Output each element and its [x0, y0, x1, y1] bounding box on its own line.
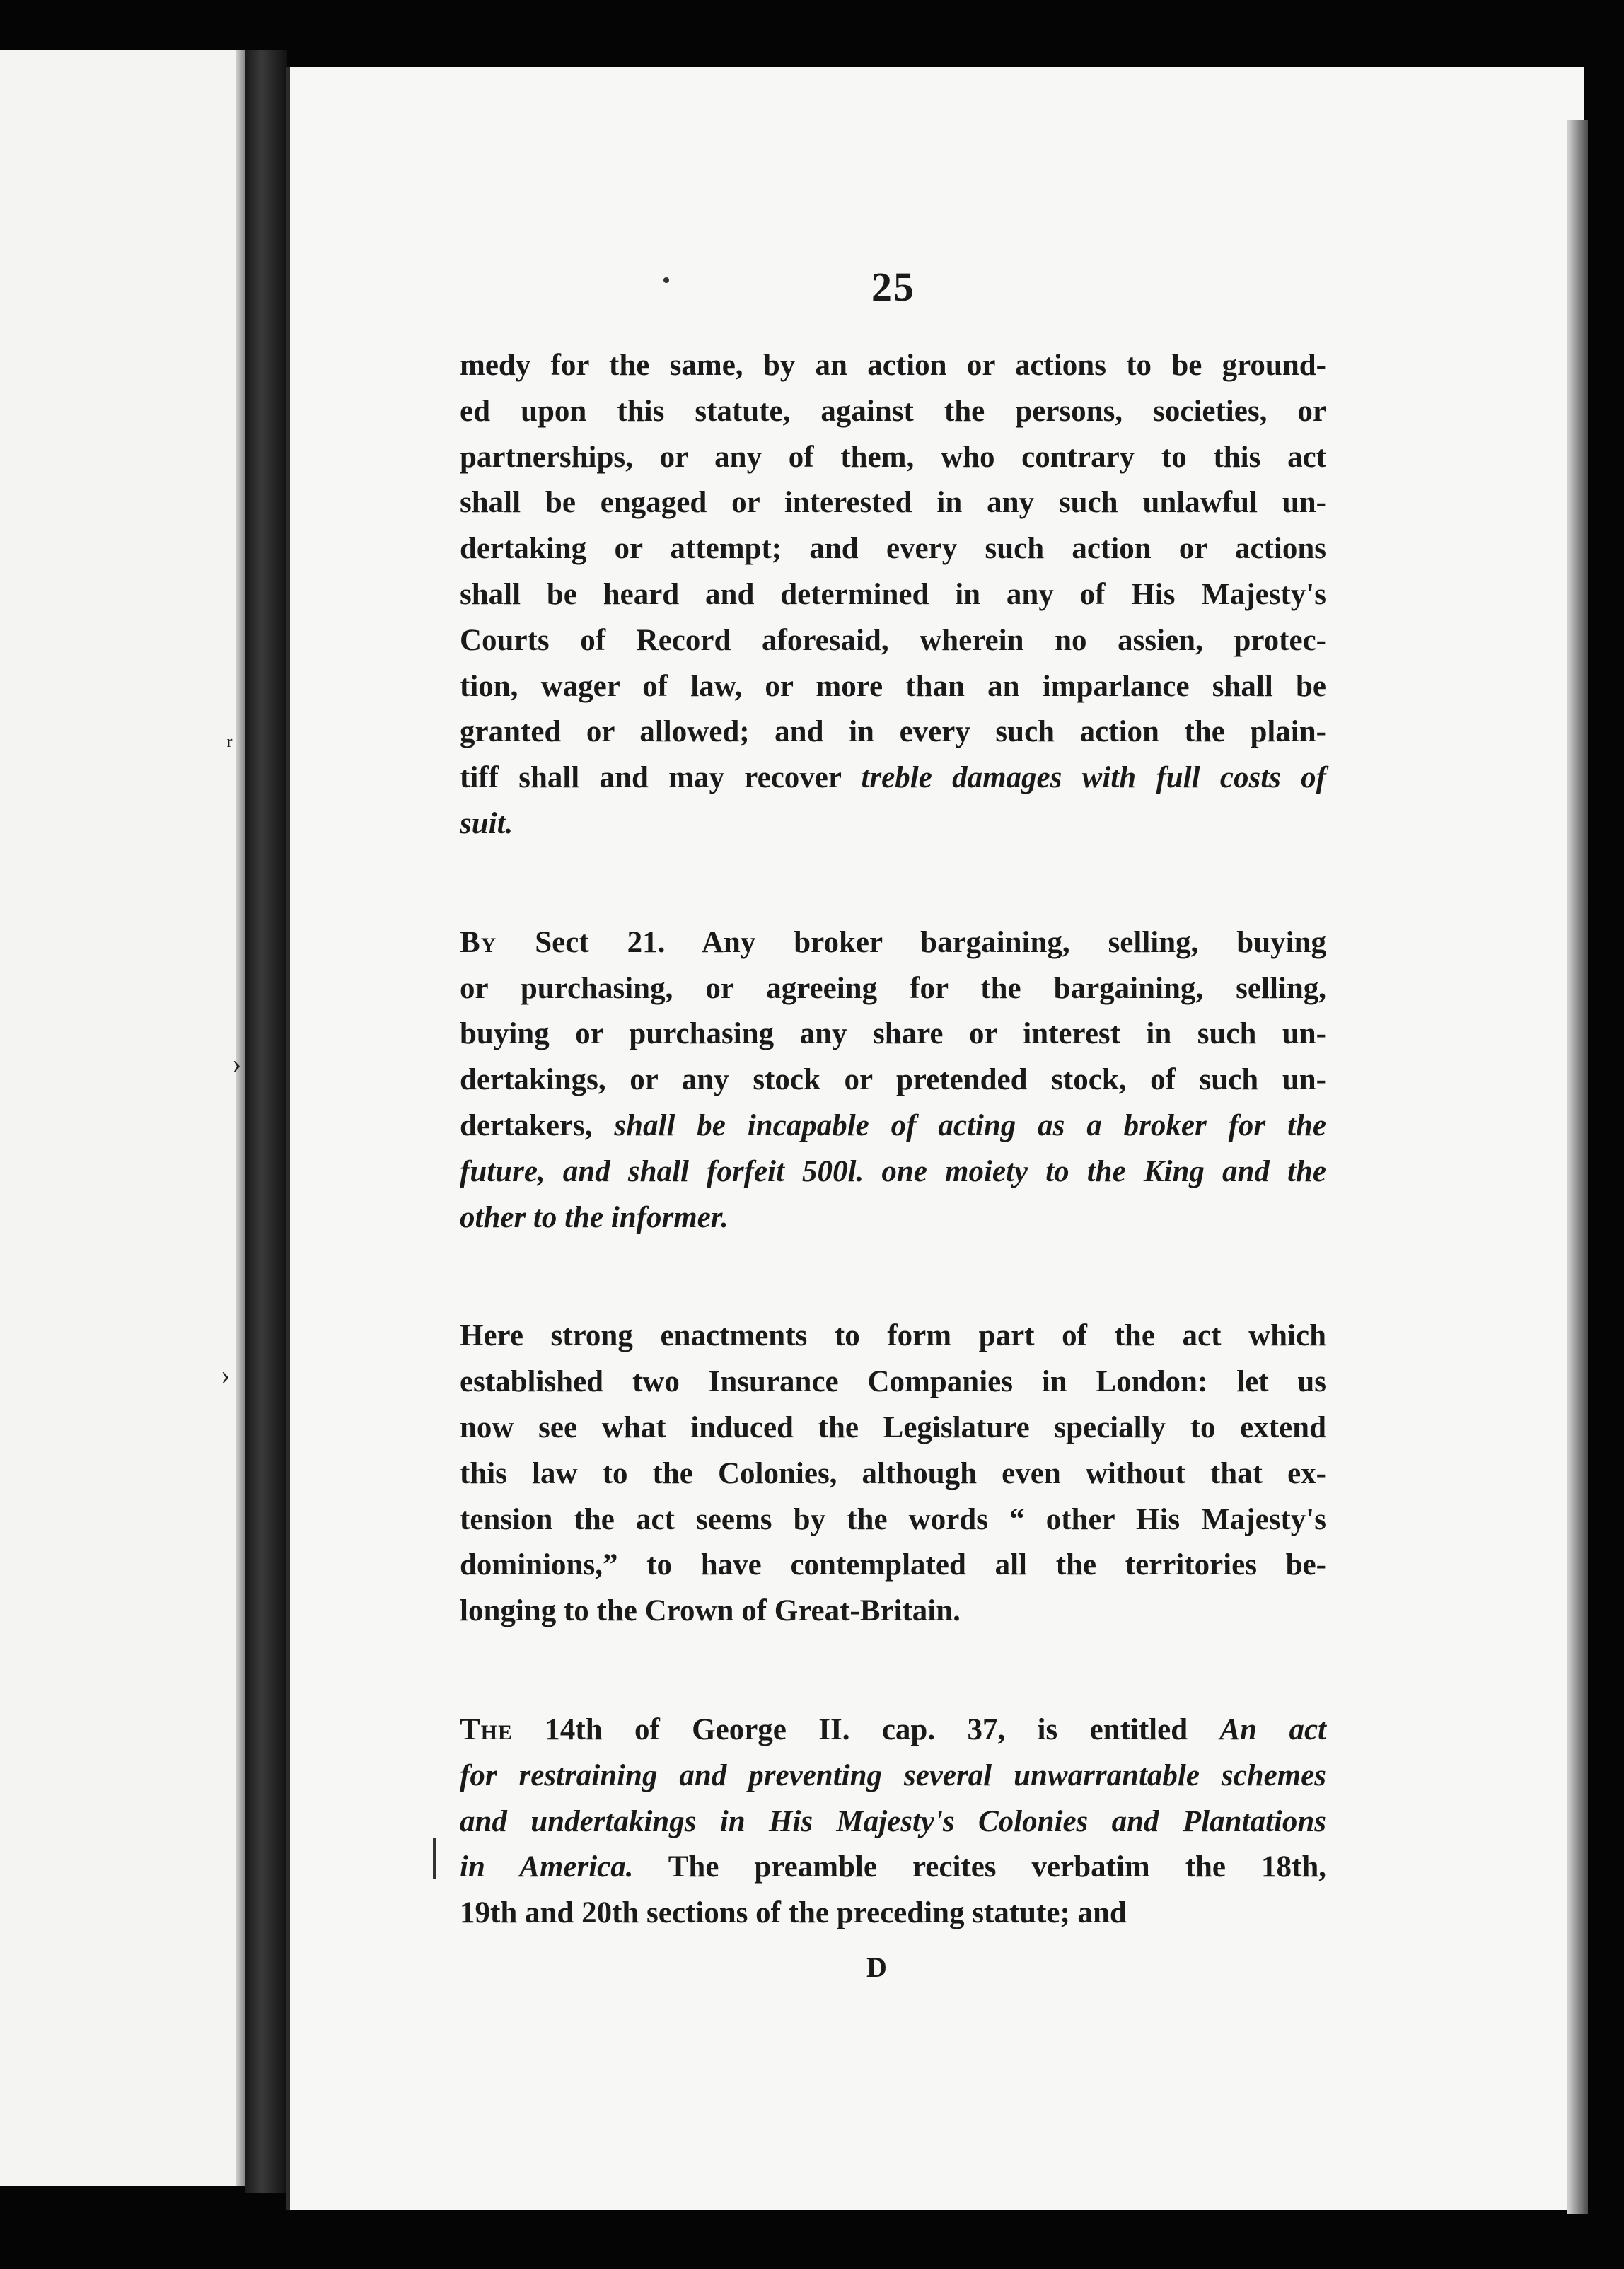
text-line — [460, 1195, 1326, 1241]
italic-run: suit. — [460, 806, 514, 840]
text-run: tension the act seems by the words “ other His Majesty's — [460, 1502, 1326, 1536]
ink-dot — [663, 277, 669, 283]
text-line — [460, 1753, 1326, 1799]
paragraph — [460, 343, 1326, 847]
text-run: partnerships, or any of them, who contrary to this act — [460, 440, 1326, 474]
italic-run: other to the informer. — [460, 1200, 729, 1234]
text-line — [460, 389, 1326, 435]
text-run: Here strong enactments to form part of the act which — [460, 1319, 1326, 1353]
text-line — [460, 1891, 1326, 1937]
text-line — [460, 664, 1326, 710]
left-page-edge — [236, 50, 245, 2186]
text-run: dertakings, or any stock or pretended stock, of such un- — [460, 1063, 1326, 1097]
text-line — [460, 1589, 1326, 1635]
text-line — [460, 755, 1326, 801]
text-line — [460, 1543, 1326, 1589]
text-line — [460, 1799, 1326, 1845]
margin-tick-mark: ʳ — [226, 729, 233, 761]
text-line — [460, 966, 1326, 1012]
text-run: granted or allowed; and in every such action the plain- — [460, 715, 1326, 749]
italic-run: shall be incapable of acting as a broker for the — [614, 1108, 1326, 1142]
page-number: 25 — [871, 264, 915, 310]
text-run: dertaking or attempt; and every such action or actions — [460, 532, 1326, 566]
text-run: shall be engaged or interested in any such unlawful un- — [460, 486, 1326, 520]
book-gutter — [245, 50, 287, 2193]
italic-run: and undertakings in His Majesty's Colonies and Plantations — [460, 1804, 1326, 1838]
text-run: buying or purchasing any share or interest in such un- — [460, 1017, 1326, 1051]
text-run: or purchasing, or agreeing for the bargaining, selling, — [460, 971, 1326, 1005]
paragraph — [460, 1313, 1326, 1635]
text-line — [460, 1011, 1326, 1057]
text-line — [460, 801, 1326, 847]
text-line — [460, 1405, 1326, 1451]
signature-mark: D — [866, 1951, 887, 1983]
text-line — [460, 1149, 1326, 1195]
text-run: dominions,” to have contemplated all the territories be- — [460, 1548, 1326, 1582]
paragraph — [460, 920, 1326, 1241]
text-run: this law to the Colonies, although even without that ex- — [460, 1456, 1326, 1490]
text-line — [460, 1313, 1326, 1359]
text-line — [460, 435, 1326, 481]
text-run: 19th and 20th sections of the preceding statute; and — [460, 1896, 1127, 1930]
text-line — [460, 480, 1326, 526]
paragraph — [460, 1707, 1326, 1937]
text-run: Courts of Record aforesaid, wherein no assien, protec- — [460, 623, 1326, 657]
text-line — [460, 920, 1326, 966]
text-run: ed upon this statute, against the persons, societies, or — [460, 394, 1326, 428]
text-run: Sect 21. Any broker bargaining, selling, buying — [497, 925, 1326, 959]
margin-tick-mark: › — [221, 1359, 231, 1391]
right-page-edge — [1567, 120, 1588, 2214]
text-run: established two Insurance Companies in London: let us — [460, 1365, 1326, 1399]
italic-run: future, and shall forfeit 500l. one moiety to the King and the — [460, 1154, 1326, 1188]
italic-run: in America. — [460, 1850, 634, 1884]
margin-tick-mark: › — [232, 1048, 242, 1079]
text-line — [460, 1359, 1326, 1405]
text-run: 14th of George II. cap. 37, is entitled — [513, 1712, 1220, 1746]
text-line — [460, 709, 1326, 755]
text-line — [460, 1103, 1326, 1149]
text-line — [460, 526, 1326, 572]
text-line — [460, 1451, 1326, 1497]
text-run: shall be heard and determined in any of His Majesty's — [460, 577, 1326, 611]
text-run: tiff shall and may recover — [460, 761, 862, 795]
text-run: longing to the Crown of Great-Britain. — [460, 1594, 961, 1628]
margin-bracket-mark — [433, 1838, 436, 1879]
left-facing-page — [0, 50, 244, 2186]
text-line — [460, 1845, 1326, 1891]
text-run: tion, wager of law, or more than an imparlance shall be — [460, 669, 1326, 703]
text-line — [460, 1497, 1326, 1543]
text-line — [460, 1707, 1326, 1753]
italic-run: for restraining and preventing several unwarrantable schemes — [460, 1758, 1326, 1792]
italic-run: treble damages with full costs of — [861, 761, 1327, 795]
text-line — [460, 343, 1326, 389]
text-run: The preamble recites verbatim the 18th, — [633, 1850, 1326, 1884]
text-run: dertakers, — [460, 1108, 615, 1142]
page-body-text — [460, 343, 1326, 2009]
text-run: now see what induced the Legislature specially to extend — [460, 1410, 1326, 1444]
text-line — [460, 1057, 1326, 1103]
text-run: By — [460, 925, 497, 959]
text-run: medy for the same, by an action or actions to be ground- — [460, 349, 1326, 382]
italic-run: An act — [1219, 1712, 1326, 1746]
text-line — [460, 572, 1326, 618]
text-line — [460, 618, 1326, 664]
text-run: The — [460, 1712, 514, 1746]
